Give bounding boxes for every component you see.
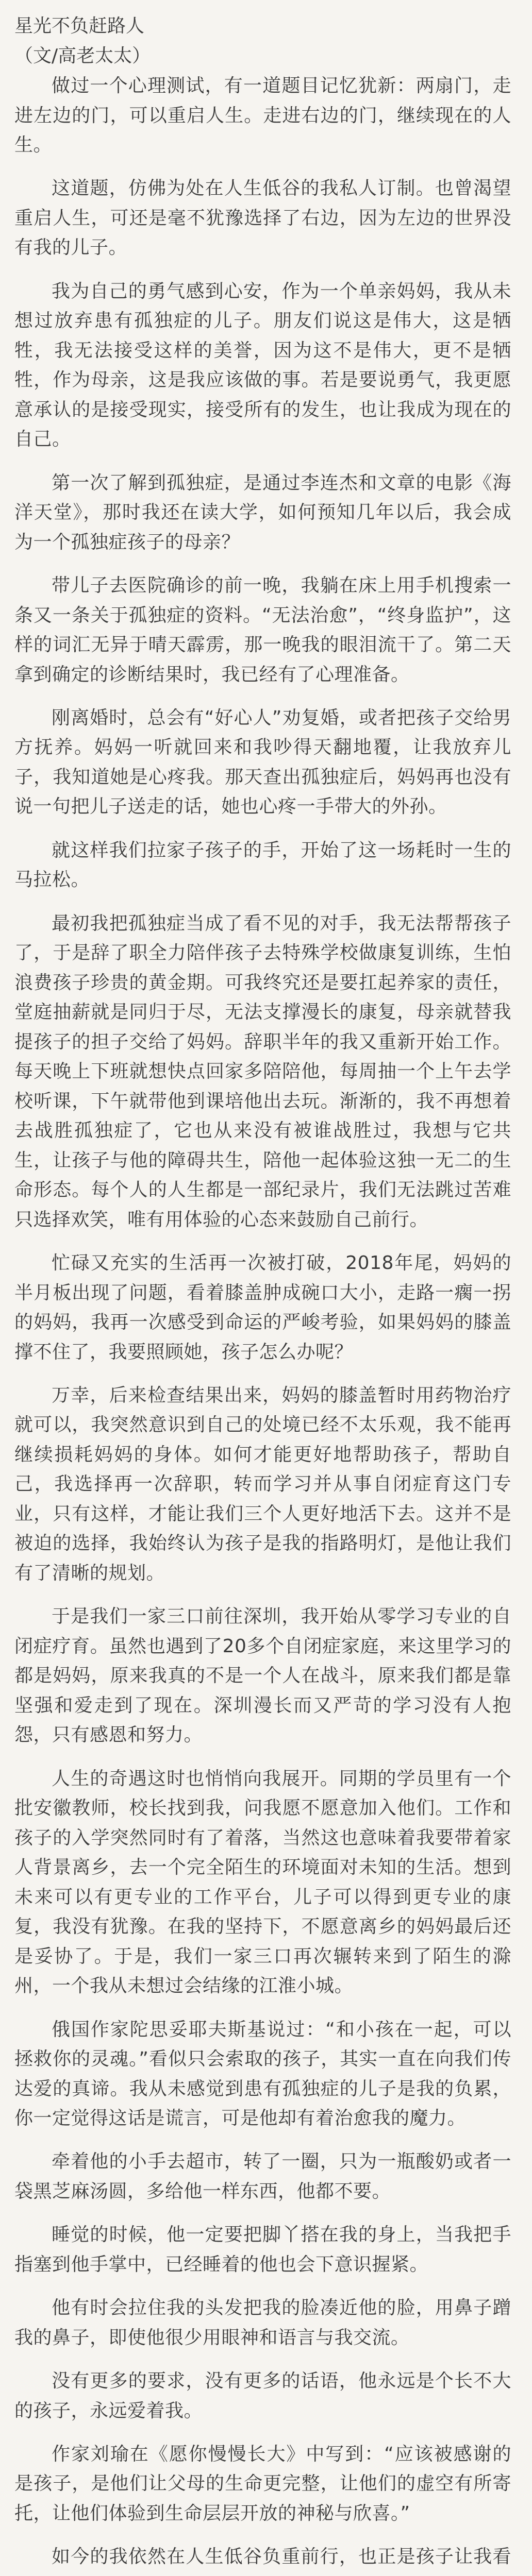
article-paragraph: 最初我把孤独症当成了看不见的对手，我无法帮帮孩子了，于是辞了职全力陪伴孩子去特殊学校做康复训练，生怕浪费孩子珍贵的黄金期。可我终究还是要扛起养家的责任，堂庭抽薪就是同归于尽，无法支撑漫长的康复，母亲就替我提孩子的担子交给了妈妈。辞职半年的我又重新开始工作。每天晚上下班就想快点回家多陪陪他，每周抽一个上午去学校听课，下午就带他到课培他出去玩。渐渐的，我不再想着去战胜孤独症了，它也从来没有被谁战胜过，我想与它共生，让孩子与他的障碍共生，陪他一起体验这独一无二的生命形态。每个人的人生都是一部纪录片，我们无法跳过苦难只选择欢笑，唯有用体验的心态来鼓励自己前行。: [14, 912, 511, 1230]
article-paragraph: 没有更多的要求，没有更多的话语，他永远是个长不大的孩子，永远爱着我。: [14, 2370, 511, 2421]
article-paragraph: 万幸，后来检查结果出来，妈妈的膝盖暂时用药物治疗就可以，我突然意识到自己的处境已经不太乐观，我不能再继续损耗妈妈的身体。如何才能更好地帮助孩子，帮助自己，我选择再一次辞职，转而学习并从事自闭症育这门专业，只有这样，才能让我们三个人更好地活下去。这并不是被迫的选择，我始终认为孩子是我的指路明灯，是他让我们有了清晰的规划。: [14, 1384, 511, 1584]
article-paragraph: 作家刘瑜在《愿你慢慢长大》中写到：“应该被感谢的是孩子，是他们让父母的生命更完整，让他们的虚空有所寄托，让他们体验到生命层层开放的神秘与欣喜。”: [14, 2443, 511, 2524]
article-body: [14, 71, 511, 2576]
article-paragraph: 如今的我依然在人生低谷负重前行，也正是孩子让我看: [52, 2546, 511, 2568]
article-byline: （文/高老太太）: [14, 45, 151, 66]
article-paragraph: 人生的奇遇这时也悄悄向我展开。同期的学员里有一个批安徽教师，校长找到我，问我愿不愿意加入他们。工作和孩子的入学突然同时有了着落，当然这也意味着我要带着家人背景离乡，去一个完全陌生的环境面对未知的生活。想到未来可以有更专业的工作平台，儿子可以得到更专业的康复，我没有犹豫。在我的坚持下，不愿意离乡的妈妈最后还是妥协了。于是，我们一家三口再次辗转来到了陌生的滁州，一个我从未想过会结缘的江淮小城。: [14, 1768, 511, 1997]
article-paragraph: 俄国作家陀思妥耶夫斯基说过：“和小孩在一起，可以拯救你的灵魂。”看似只会索取的孩子，其实一直在向我们传达爱的真谛。我从未感觉到患有孤独症的儿子是我的负累，你一定觉得这话是谎言，可是他却有着治愈我的魔力。: [14, 2019, 511, 2129]
article-paragraph: 我为自己的勇气感到心安，作为一个单亲妈妈，我从未想过放弃患有孤独症的儿子。朋友们说这是伟大，这是牺牲，我无法接受这样的美誉，因为这不是伟大，更不是牺牲，作为母亲，这是我应该做的事。若是要说勇气，我更愿意承认的是接受现实，接受所有的发生，也让我成为现在的自己。: [14, 280, 511, 450]
article-paragraph: 忙碌又充实的生活再一次被打破，2018年尾，妈妈的半月板出现了问题，看着膝盖肿成碗口大小，走路一瘸一拐的妈妈，我再一次感受到命运的严峻考验，如果妈妈的膝盖撑不住了，我要照顾她，孩子怎么办呢？: [14, 1252, 511, 1363]
article-paragraph: 牵着他的小手去超市，转了一圈，只为一瓶酸奶或者一袋黑芝麻汤圆，多给他一样东西，他都不要。: [14, 2151, 511, 2202]
article-paragraph: 睡觉的时候，他一定要把脚丫搭在我的身上，当我把手指塞到他手掌中，已经睡着的他也会下意识握紧。: [14, 2224, 511, 2275]
article-paragraph: 做过一个心理测试，有一道题目记忆犹新：两扇门，走进左边的门，可以重启人生。走进右边的门，继续现在的人生。: [14, 75, 511, 156]
article-paragraph: 他有时会拉住我的头发把我的脸凑近他的脸，用鼻子蹭我的鼻子，即使他很少用眼神和语言与我交流。: [14, 2297, 511, 2348]
article-title: 星光不负赶路人: [14, 15, 145, 37]
article-paragraph: 这道题，仿佛为处在人生低谷的我私人订制。也曾渴望重启人生，可还是毫不犹豫选择了右边，因为左边的世界没有我的儿子。: [14, 178, 511, 259]
article-paragraph: 第一次了解到孤独症，是通过李连杰和文章的电影《海洋天堂》，那时我还在读大学，如何预知几年以后，我会成为一个孤独症孩子的母亲？: [14, 472, 511, 553]
article-paragraph: 就这样我们拉家子孩子的手，开始了这一场耗时一生的马拉松。: [14, 839, 511, 891]
article-paragraph: 于是我们一家三口前往深圳，我开始从零学习专业的自闭症疗育。虽然也遇到了20多个自闭症家庭，来这里学习的都是妈妈，原来我真的不是一个人在战斗，原来我们都是靠坚强和爱走到了现在。深圳漫长而又严苛的学习没有人抱怨，只有感恩和努力。: [14, 1606, 511, 1746]
article-paragraph: 带儿子去医院确诊的前一晚，我躺在床上用手机搜索一条又一条关于孤独症的资料。“无法治愈”，“终身监护”，这样的词汇无异于晴天霹雳，那一晚我的眼泪流干了。第二天拿到确定的诊断结果时，我已经有了心理准备。: [14, 575, 511, 685]
article-paragraph: 刚离婚时，总会有“好心人”劝复婚，或者把孩子交给男方抚养。妈妈一听就回来和我吵得天翻地覆，让我放弃儿子，我知道她是心疼我。那天查出孤独症后，妈妈再也没有说一句把儿子送走的话，她也心疼一手带大的外孙。: [14, 707, 511, 818]
